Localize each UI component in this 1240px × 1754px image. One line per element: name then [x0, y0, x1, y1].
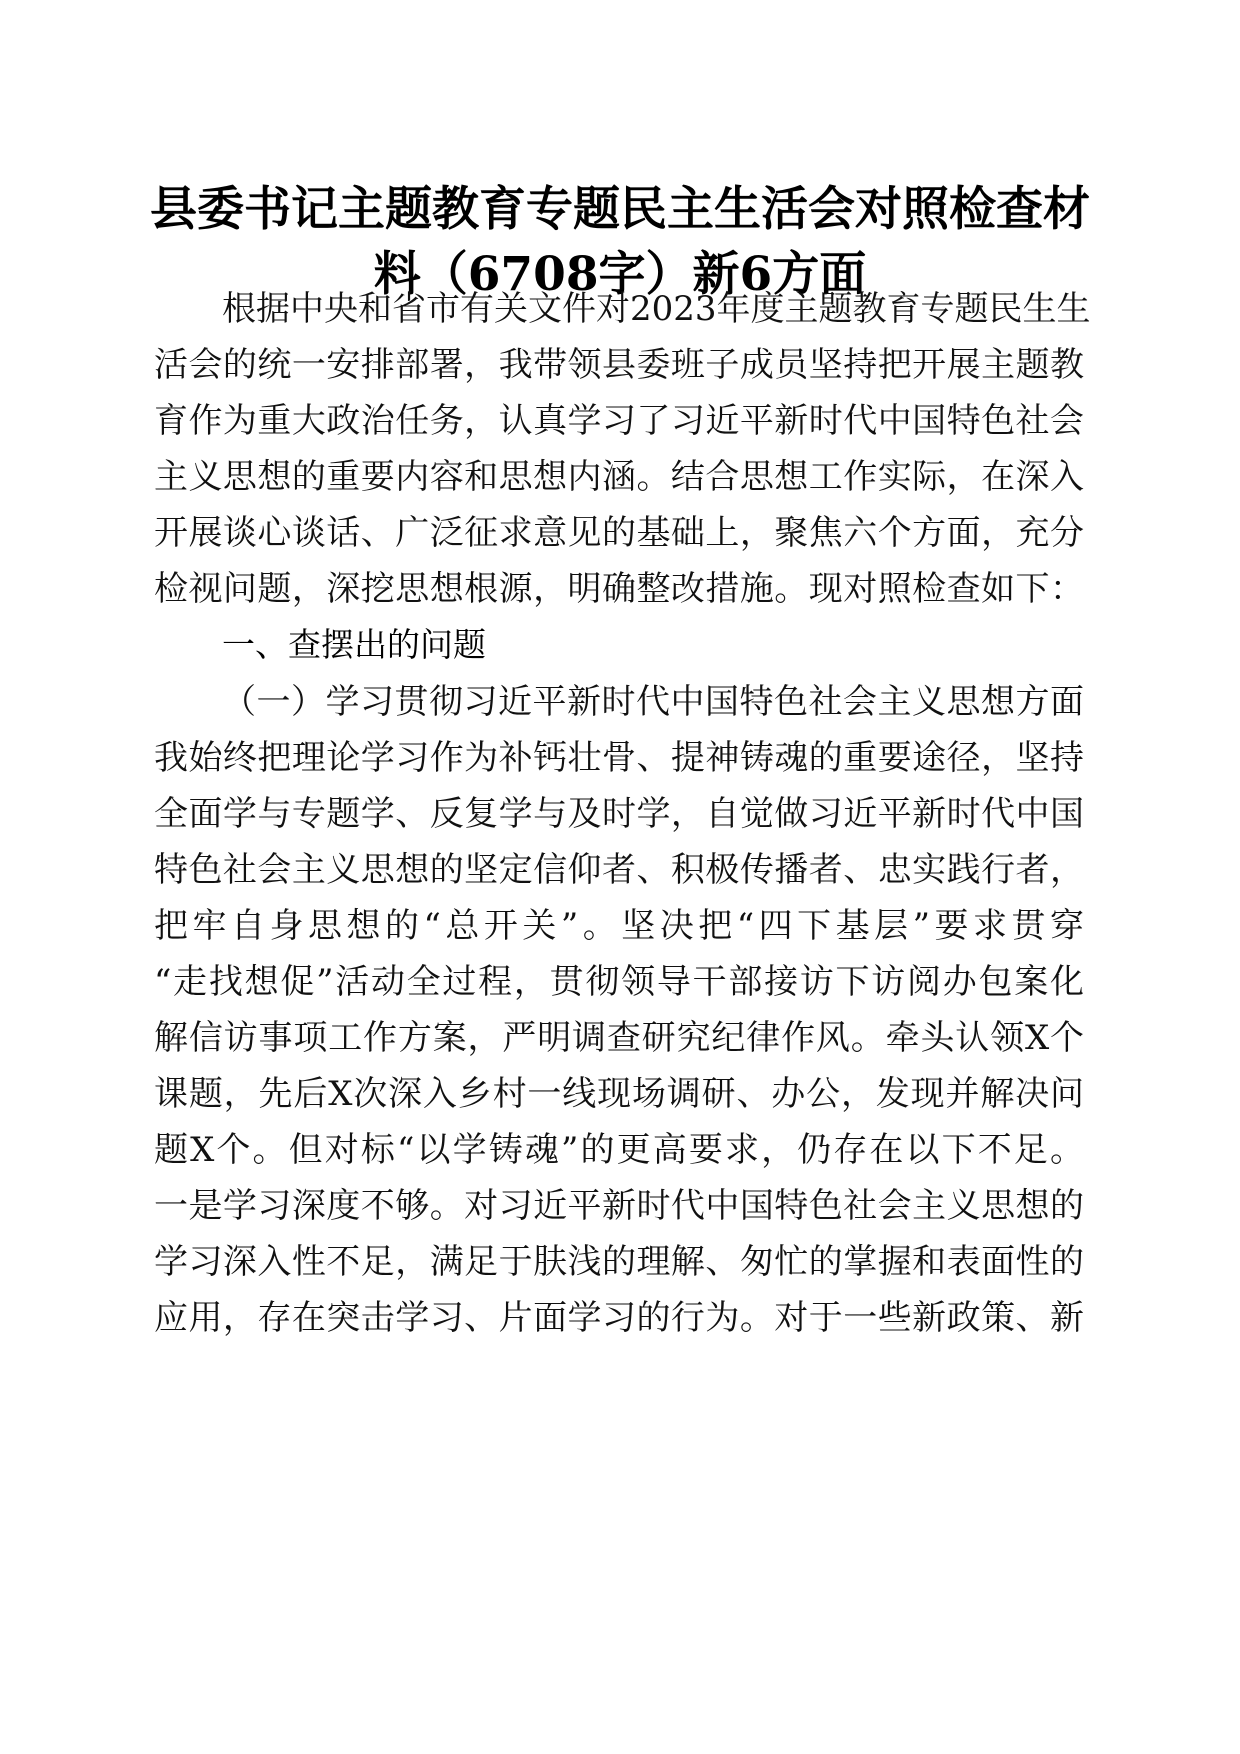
intro-line: 开展谈心谈话、广泛征求意见的基础上，聚焦六个方面，充分 — [154, 513, 1084, 553]
body-line: 一是学习深度不够。对习近平新时代中国特色社会主义思想的 — [154, 1186, 1084, 1226]
subsection-heading: （一）学习贯彻习近平新时代中国特色社会主义思想方面 — [222, 682, 1084, 722]
body-line: 题X个。但对标“以学铸魂”的更高要求，仍存在以下不足。 — [154, 1130, 1084, 1170]
body-line: 应用，存在突击学习、片面学习的行为。对于一些新政策、新 — [154, 1298, 1084, 1338]
body-line: 把牢自身思想的“总开关”。坚决把“四下基层”要求贯穿 — [154, 906, 1084, 946]
body-line: 全面学与专题学、反复学与及时学，自觉做习近平新时代中国 — [154, 794, 1084, 834]
body-line: 解信访事项工作方案，严明调查研究纪律作风。牵头认领X个 — [154, 1018, 1084, 1058]
intro-line: 根据中央和省市有关文件对2023年度主题教育专题民生生 — [222, 289, 1091, 329]
intro-line: 育作为重大政治任务，认真学习了习近平新时代中国特色社会 — [154, 401, 1084, 441]
body-line: “走找想促”活动全过程，贯彻领导干部接访下访阅办包案化 — [154, 962, 1084, 1002]
document-title-line-1: 县委书记主题教育专题民主生活会对照检查材 — [150, 182, 1090, 237]
section-heading: 一、查摆出的问题 — [222, 625, 486, 664]
intro-line: 主义思想的重要内容和思想内涵。结合思想工作实际，在深入 — [154, 457, 1084, 497]
intro-line: 检视问题，深挖思想根源，明确整改措施。现对照检查如下： — [154, 569, 1084, 609]
body-line: 特色社会主义思想的坚定信仰者、积极传播者、忠实践行者， — [154, 850, 1084, 890]
body-line: 我始终把理论学习作为补钙壮骨、提神铸魂的重要途径，坚持 — [154, 738, 1084, 778]
body-line: 学习深入性不足，满足于肤浅的理解、匆忙的掌握和表面性的 — [154, 1242, 1084, 1282]
intro-line: 活会的统一安排部署，我带领县委班子成员坚持把开展主题教 — [154, 345, 1084, 385]
body-line: 课题，先后X次深入乡村一线现场调研、办公，发现并解决问 — [154, 1074, 1084, 1114]
document-title-line-2: 料（6708字）新6方面 — [373, 247, 867, 302]
